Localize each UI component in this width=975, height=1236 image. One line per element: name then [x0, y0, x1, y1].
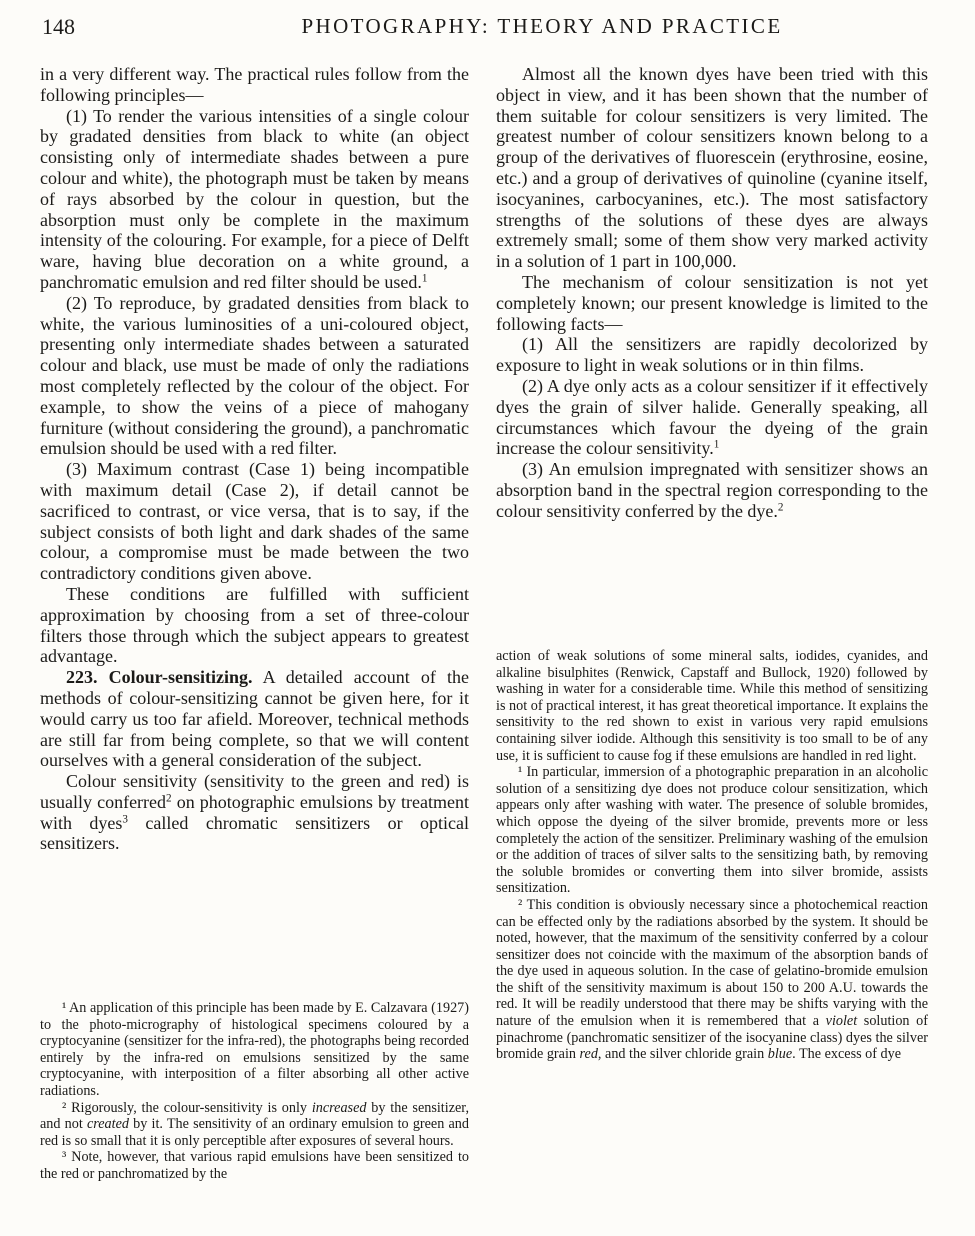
- paragraph: (3) An emulsion impregnated with sensitizer shows an absorption band in the spectral region corresponding to the colour sensitivity conferred by the dye.$^2$: [496, 459, 928, 521]
- footnote-continued: action of weak solutions of some mineral salts, iodides, cyanides, and alkaline bisulphites (Renwick, Capstaff and Bullock, 1920) followed by washing in water for a considerable time. While this method of sensitizing is not of practical interest, it has great theoretical importance. It explains the sensitivity to the red shown to exist in various very rapid emulsions containing silver iodide. Although this sensitivity is too small to be of any use, it is sufficient to cause fog if these emulsions are handled in red light.: [496, 648, 928, 764]
- footnote-ref: 2: [166, 792, 172, 805]
- right-column: [496, 64, 928, 1063]
- left-column: [40, 64, 469, 1182]
- footnote: ² Rigorously, the colour-sensitivity is only increased by the sensitizer, and not created by it. The sensitivity of an ordinary emulsion to green and red is so small that it is only perceptible after exposures of several hours.: [40, 1099, 469, 1149]
- running-title: PHOTOGRAPHY: THEORY AND PRACTICE: [301, 14, 783, 38]
- paragraph: Almost all the known dyes have been tried with this object in view, and it has been shown that the number of them suitable for colour sensitizers is very limited. The greatest number of colour sensitizers known belong to a group of the derivatives of fluorescein (erythrosine, eosine, etc.) and a group of derivatives of quinoline (cyanine itself, isocyanines, carbocyanines, etc.). The most satisfactory strengths of the solutions of these dyes are always extremely small; some of them show very marked activity in a solution of 1 part in 100,000.: [496, 64, 928, 272]
- page-number: 148: [42, 14, 75, 39]
- paragraph: (1) To render the various intensities of a single colour by gradated densities from black to white (an object consisting only of intermediate shades between a pure colour and white), the photograph must be taken by means of rays absorbed by the colour in question, but the absorption must only be complete in the maximum intensity of the colouring. For example, for a piece of Delft ware, having blue decoration on a white ground, a panchromatic emulsion and red filter should be used.$^1$: [40, 105, 469, 292]
- page-header: [42, 12, 942, 46]
- footnote-ref: 3: [122, 813, 128, 825]
- paragraph: Colour sensitivity (sensitivity to the green and red) is usually conferred$^2$ on photographic emulsions by treatment with dyes$^3$ called chromatic sensitizers or optical sensitizers.: [40, 771, 469, 854]
- paragraph: The mechanism of colour sensitization is not yet completely known; our present knowledge is limited to the following facts—: [496, 271, 928, 334]
- paragraph: (1) All the sensitizers are rapidly decolorized by exposure to light in weak solutions or in thin films.: [496, 334, 928, 376]
- paragraph: (2) A dye only acts as a colour sensitizer if it effectively dyes the grain of silver halide. Generally speaking, all circumstances which favour the dyeing of the grain increase the colour sensitivity.$^1$: [496, 375, 928, 459]
- paragraph: in a very different way. The practical rules follow from the following principles—: [40, 64, 469, 105]
- footnote-ref: 1: [713, 438, 720, 451]
- paragraph: These conditions are fulfilled with sufficient approximation by choosing from a set of three-colour filters those through which the subject appears to greatest advantage.: [40, 583, 469, 667]
- footnotes-left: [40, 1000, 469, 1183]
- footnote: ¹ In particular, immersion of a photographic preparation in an alcoholic solution of a sensitizing dye does not produce colour sensitization, which appears only after washing with water. The presence of soluble bromides, which oppose the dyeing of the silver bromide, prevents more or less completely the action of the sensitizer. Preliminary washing of the emulsion or the addition of traces of silver salts to the sensitizing bath, by removing the soluble bromides or converting them into silver bromide, assists sensitization.: [496, 764, 928, 897]
- footnote: ² This condition is obviously necessary since a photochemical reaction can be effected only by the radiations absorbed by the system. It should be noted, however, that the maximum of the sensitivity conferred by a colour sensitizer does not coincide with the maximum of the absorption bands of the dye used in aqueous solution. In the case of gelatino-bromide emulsion the shift of the sensitivity maximum is about 150 to 200 A.U. towards the red. It will be readily understood that there may be shifts varying with the nature of the emulsion when it is remembered that a violet solution of pinachrome (panchromatic sensitizer of the isocyanine class) dyes the silver bromide grain red, and the silver chloride grain blue. The excess of dye: [496, 896, 928, 1063]
- footnote: ¹ An application of this principle has been made by E. Calzavara (1927) to the photo-micrography of histological specimens coloured by a cryptocyanine (sensitizer for the infra-red), the photographs being recorded entirely by the infra-red on emulsions sensitized by the same cryptocyanine, with interposition of a filter absorbing all other active radiations.: [40, 1000, 469, 1099]
- footnotes-right: [496, 648, 928, 1063]
- footnote-ref: 2: [777, 501, 784, 514]
- paragraph: (3) Maximum contrast (Case 1) being incompatible with maximum detail (Case 2), if detail cannot be sacrificed to contrast, or vice versa, that is to say, if the subject consists of both light and dark shades of the same colour, a compromise must be made between the two contradictory conditions given above.: [40, 459, 469, 584]
- paragraph: (2) To reproduce, by gradated densities from black to white, the various luminosities of a uni-coloured object, presenting only intermediate shades between a saturated colour and black, use must be made of only the radiations most completely reflected by the colour of the object. For example, to show the veins of a piece of mahogany furniture (without considering the ground), a panchromatic emulsion should be used with a red filter.: [40, 292, 469, 459]
- footnote: ³ Note, however, that various rapid emulsions have been sensitized to the red or panchromatized by the: [40, 1149, 469, 1182]
- section-heading: 223. Colour-sensitizing.: [66, 667, 253, 688]
- footnote-ref: 1: [421, 272, 428, 285]
- paragraph: 223. Colour-sensitizing. A detailed account of the methods of colour-sensitizing cannot be given here, for it would carry us too far afield. Moreover, technical methods are still far from being complete, so that we will content ourselves with a general consideration of the subject.: [40, 667, 469, 771]
